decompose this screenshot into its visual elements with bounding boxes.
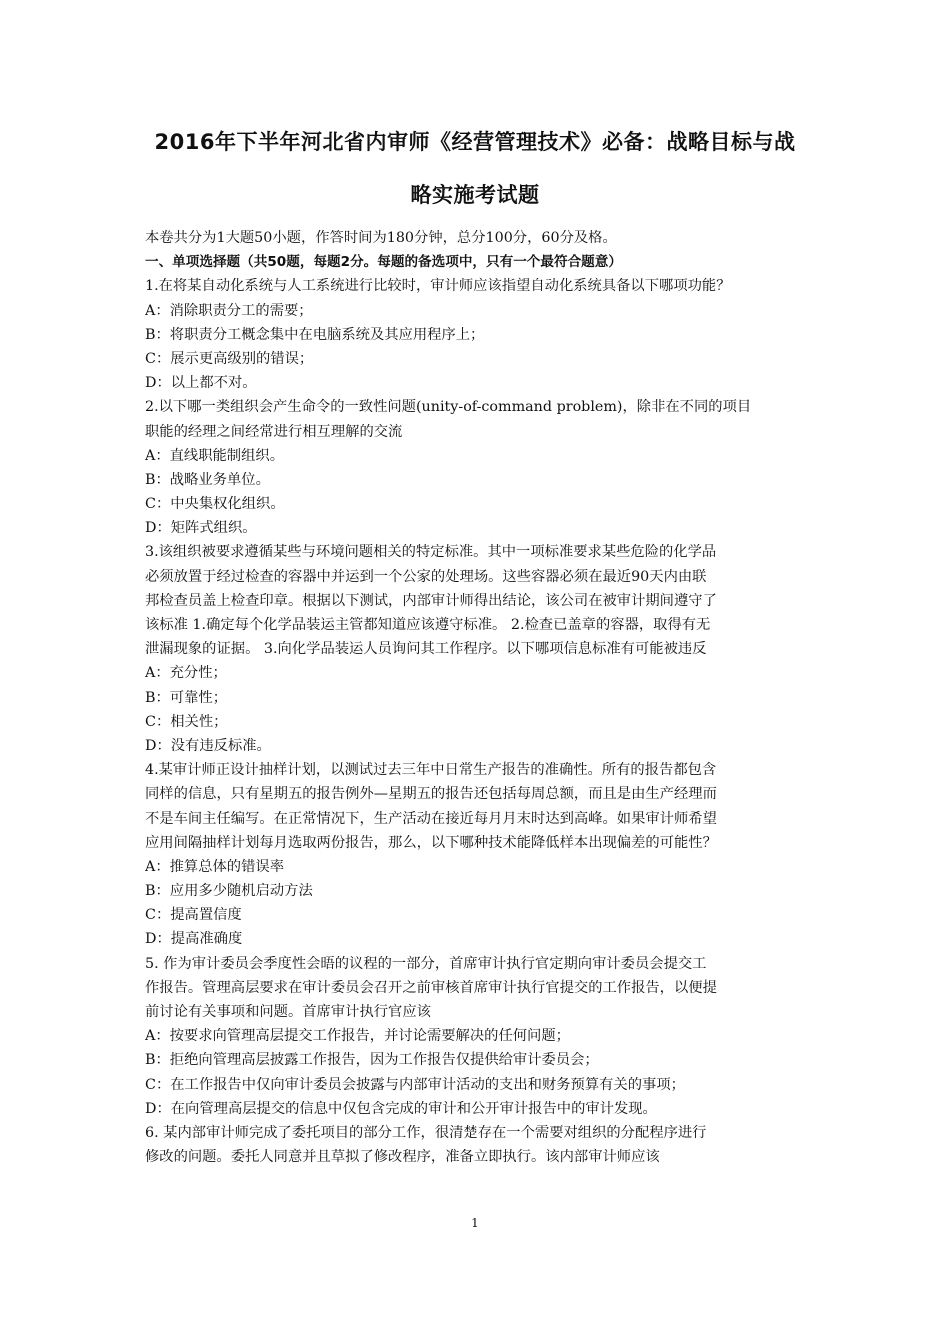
question-stem-line: 5. 作为审计委员会季度性会晤的议程的一部分，首席审计执行官定期向审计委员会提交工 [145,955,707,972]
question-stem-line: 4.某审计师正设计抽样计划，以测试过去三年中日常生产报告的准确性。所有的报告都包含 [145,762,717,779]
question-stem-line: 2.以下哪一类组织会产生命令的一致性问题(unity-of-command problem)，除非在不同的项目 [145,399,752,416]
question-stem-line: 作报告。管理高层要求在审计委员会召开之前审核首席审计执行官提交的工作报告，以便提 [145,979,717,996]
question-item [145,395,810,540]
question-stem-line: 必须放置于经过检查的容器中并运到一个公家的处理场。这些容器必须在最近90天内由联 [145,568,707,585]
question-stem-line: 应用间隔抽样计划每月选取两份报告，那么，以下哪种技术能降低样本出现偏差的可能性？ [145,834,717,851]
answer-option: B：可靠性； [145,689,227,706]
answer-option: D：提高准确度 [145,931,243,948]
question-item [145,1121,810,1169]
question-stem-line: 6. 某内部审计师完成了委托项目的部分工作，很清楚存在一个需要对组织的分配程序进行 [145,1124,707,1141]
answer-option: C：中央集权化组织。 [145,496,285,513]
question-stem-line: 1.在将某自动化系统与人工系统进行比较时，审计师应该指望自动化系统具备以下哪项功能？ [145,278,731,295]
document-body [145,226,810,1169]
question-list [145,274,810,1169]
question-stem-line: 职能的经理之间经常进行相互理解的交流 [145,423,403,440]
question-stem-line: 不是车间主任编写。在正常情况下，生产活动在接近每月月末时达到高峰。如果审计师希望 [145,810,717,827]
section-heading: 一、单项选择题（共50题，每题2分。每题的备选项中，只有一个最符合题意） [145,254,622,271]
page-number: 1 [471,1216,479,1230]
question-item [145,274,810,395]
answer-option: D：矩阵式组织。 [145,520,257,537]
answer-option: A：消除职责分工的需要； [145,302,313,319]
answer-option: C：提高置信度 [145,907,242,924]
answer-option: A：推算总体的错误率 [145,858,284,875]
answer-option: A：按要求向管理高层提交工作报告，并讨论需要解决的任何问题； [145,1028,570,1045]
document-title-line-2: 略实施考试题 [410,183,540,207]
question-stem-line: 同样的信息，只有星期五的报告例外—星期五的报告还包括每周总额，而且是由生产经理而 [145,786,717,803]
answer-option: D：没有违反标准。 [145,737,271,754]
answer-option: D：以上都不对。 [145,375,257,392]
question-item [145,540,810,758]
answer-option: B：将职责分工概念集中在电脑系统及其应用程序上； [145,326,485,343]
question-item [145,952,810,1121]
question-stem-line: 邦检查员盖上检查印章。根据以下测试，内部审计师得出结论，该公司在被审计期间遵守了 [145,592,717,609]
answer-option: D：在向管理高层提交的信息中仅包含完成的审计和公开审计报告中的审计发现。 [145,1100,657,1117]
question-stem-line: 前讨论有关事项和问题。首席审计执行官应该 [145,1004,431,1020]
question-stem-line: 修改的问题。委托人同意并且草拟了修改程序，准备立即执行。该内部审计师应该 [145,1149,660,1166]
answer-option: B：应用多少随机启动方法 [145,883,313,900]
answer-option: C：展示更高级别的错误； [145,350,314,367]
question-item [145,758,810,952]
question-stem-line: 该标准 1.确定每个化学品装运主管都知道应该遵守标准。 2.检查已盖章的容器，取得有无 [145,617,711,633]
answer-option: A：充分性； [145,665,227,682]
question-stem-line: 泄漏现象的证据。 3.向化学品装运人员询问其工作程序。以下哪项信息标准有可能被违反 [145,641,707,658]
answer-option: C：在工作报告中仅向审计委员会披露与内部审计活动的支出和财务预算有关的事项； [145,1076,685,1093]
answer-option: C：相关性； [145,713,228,730]
answer-option: B：战略业务单位。 [145,471,270,488]
answer-option: A：直线职能制组织。 [145,447,284,464]
document-title-line-1: 2016年下半年河北省内审师《经营管理技术》必备：战略目标与战 [154,130,796,154]
answer-option: B：拒绝向管理高层披露工作报告，因为工作报告仅提供给审计委员会； [145,1052,599,1069]
exam-intro: 本卷共分为1大题50小题，作答时间为180分钟，总分100分，60分及格。 [145,230,617,246]
question-stem-line: 3.该组织被要求遵循某些与环境问题相关的特定标准。其中一项标准要求某些危险的化学品 [145,544,717,561]
